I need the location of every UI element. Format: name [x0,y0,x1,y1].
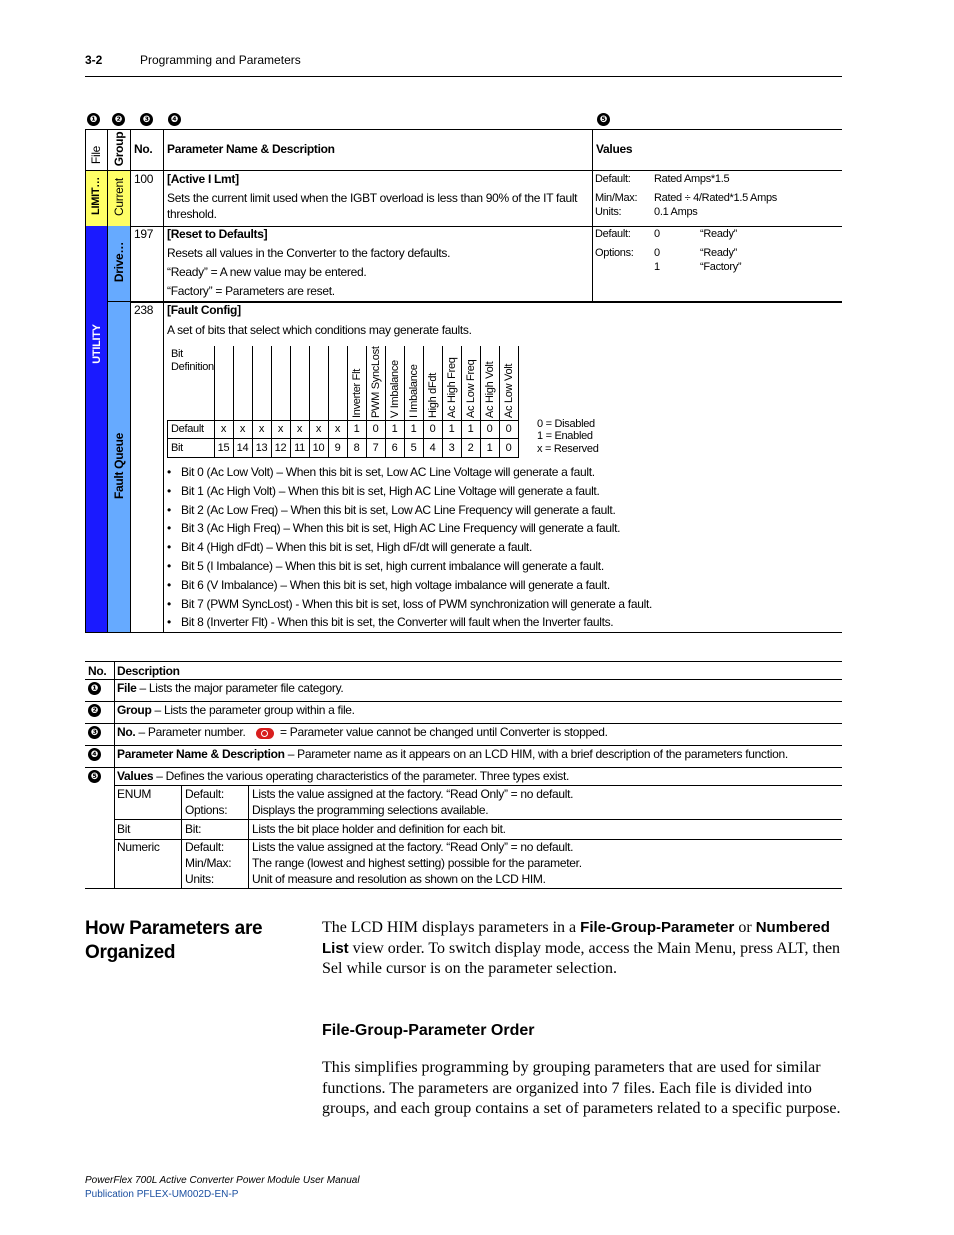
file-label-limit: LIMIT… [90,177,102,215]
bit-default-14: x [239,423,246,435]
bit-name-8: Inverter Flt [351,369,363,418]
bit-definition-label: Bit Definition [171,348,214,373]
legend-row-no: No. – Parameter number. [117,725,246,739]
bit-name-0: Ac Low Volt [503,363,515,418]
file-label-utility: UTILITY [91,324,103,364]
legend-row-values: Values – Defines the various operating characteristics of the parameter. Three types exist. [117,769,570,783]
param-197-opt2-num: 1 [654,261,660,273]
bit-number-11: 11 [294,442,305,454]
legend-col-desc: Description [117,664,180,678]
running-header-title: Programming and Parameters [140,53,301,67]
legend-callout-1: ❶ [88,682,101,695]
bit-number-13: 13 [255,442,268,454]
bit-name-4: High dFdt [427,373,439,418]
param-100-minmax-key: Min/Max: [595,192,638,204]
bit-default-2: 1 [467,423,474,435]
bit-number-8: 8 [353,442,360,454]
param-100-units-value: 0.1 Amps [654,206,698,218]
bit-bullet-item: • Bit 8 (Inverter Flt) - When this bit is set, the Converter will fault when the Inverter faults. [167,615,614,630]
bit-bullet-item: • Bit 4 (High dFdt) – When this bit is set, High dF/dt will generate a fault. [167,540,533,555]
section-paragraph-1: The LCD HIM displays parameters in a File-Group-Parameter or Numbered List view order. To switch display mode, access the Main Menu, press ALT, then Sel while cursor is on the parameter selection. [322,919,841,977]
bit-grid [167,346,519,458]
type-numeric-key-1: Min/Max: [185,856,232,870]
bit-default-4: 0 [429,423,436,435]
page-number: 3-2 [85,53,103,67]
legend-table [85,661,842,889]
bit-bullet-item: • Bit 7 (PWM SyncLost) - When this bit is set, loss of PWM synchronization will generate a fault. [167,596,653,611]
bit-default-8: 1 [353,423,360,435]
subsection-heading: File-Group-Parameter Order [322,1022,535,1039]
param-197-desc2: “Ready” = A new value may be entered. [167,265,367,279]
bit-number-15: 15 [217,442,230,454]
bit-default-10: x [315,423,322,435]
param-197-opt1-text: “Ready” [700,247,738,259]
bit-default-3: 1 [448,423,455,435]
param-197-default-num: 0 [654,228,660,240]
bit-bullet-item: • Bit 5 (I Imbalance) – When this bit is set, high current imbalance will generate a fault. [167,559,604,573]
section-paragraph-2: This simplifies programming by grouping parameters that are used for similar functions. The parameters are organized into 7 files. Each file is divided into groups, and each group contains a set of parameters related to a specific purpose. [322,1059,841,1117]
bit-legend-2: x = Reserved [537,443,599,455]
bit-number-10: 10 [312,442,325,454]
footer-publication-link[interactable]: Publication PFLEX-UM002D-EN-P [85,1189,239,1200]
callout-5: ❺ [597,113,610,126]
group-label-fault-queue: Fault Queue [112,432,126,500]
stop-icon [256,728,274,739]
param-100-desc2: threshold. [167,207,217,221]
group-label-drive: Drive… [112,241,126,283]
param-197-desc: Resets all values in the Converter to the factory defaults. [167,246,451,260]
bit-default-9: x [334,423,341,435]
bit-number-14: 14 [236,442,249,454]
type-numeric-key-2: Units: [185,872,214,886]
type-numeric-desc-0: Lists the value assigned at the factory. “Read Only” = no default. [252,840,574,854]
bit-default-7: 0 [372,423,379,435]
bit-default-12: x [277,423,284,435]
param-100-desc: Sets the current limit used when the IGBT overload is less than 90% of the IT fault [167,191,578,205]
type-enum-key-1: Options: [185,803,228,817]
bit-bullet-item: • Bit 1 (Ac High Volt) – When this bit is set, High AC Line Voltage will generate a fault. [167,483,600,498]
param-100-no: 100 [134,172,154,186]
type-enum-key-0: Default: [185,787,224,801]
bit-number-1: 1 [486,442,493,454]
type-bit: Bit [117,822,131,836]
param-197-desc3: “Factory” = Parameters are reset. [167,284,335,298]
bit-bullet-item: • Bit 3 (Ac High Freq) – When this bit is set, High AC Line Frequency will generate a fault. [167,521,621,536]
bit-bullet-item: • Bit 2 (Ac Low Freq) – When this bit is set, Low AC Line Frequency will generate a fault. [167,502,616,517]
header-rule [85,76,842,77]
legend-row-group: Group – Lists the parameter group within a file. [117,703,355,717]
section-heading: How Parameters are Organized [85,918,263,963]
param-197-options-key: Options: [595,247,634,259]
callout-1: ❶ [87,113,100,126]
legend-callout-5: ❺ [88,770,101,783]
group-label-current: Current [112,178,126,216]
col-group-header: Group [112,131,126,167]
bit-default-1: 0 [486,423,493,435]
param-238-desc: A set of bits that select which conditions may generate faults. [167,323,472,337]
bit-name-6: V Imbalance [389,360,401,418]
parameter-table [85,129,842,633]
type-enum: ENUM [117,787,152,801]
bit-legend-1: 1 = Enabled [537,430,593,442]
bit-number-12: 12 [274,442,287,454]
col-values-header: Values [596,142,633,156]
param-238-no: 238 [134,303,154,317]
bit-default-15: x [220,423,227,435]
bit-bullet-item: • Bit 6 (V Imbalance) – When this bit is set, high voltage imbalance will generate a fault. [167,577,610,592]
param-238-name: [Fault Config] [167,303,241,317]
bit-name-7: PWM SyncLost [370,346,382,418]
col-no-header: No. [134,142,153,156]
type-numeric-key-0: Default: [185,840,224,854]
type-bit-desc-0: Lists the bit place holder and definition for each bit. [252,822,506,836]
param-100-name: [Active I Lmt] [167,172,239,186]
bit-number-7: 7 [372,442,379,454]
bit-name-2: Ac Low Freq [465,359,477,418]
type-numeric-desc-1: The range (lowest and highest setting) possible for the parameter. [252,856,582,870]
callout-4: ❹ [168,113,181,126]
param-100-units-key: Units: [595,206,622,218]
type-enum-desc-1: Displays the programming selections available. [252,803,489,817]
bit-default-5: 1 [410,423,417,435]
footer-manual-title: PowerFlex 700L Active Converter Power Module User Manual [85,1175,360,1186]
file-cell-utility [85,226,107,633]
legend-row-file: File – Lists the major parameter file category. [117,681,344,695]
default-row-label: Default [171,423,204,435]
bit-default-13: x [258,423,265,435]
legend-col-no: No. [88,664,107,678]
type-enum-desc-0: Lists the value assigned at the factory. “Read Only” = no default. [252,787,574,801]
bit-number-0: 0 [505,442,512,454]
col-file-header: File [89,145,103,165]
bit-number-6: 6 [391,442,398,454]
param-100-default-value: Rated Amps*1.5 [654,173,730,185]
param-197-default-key: Default: [595,228,631,240]
bit-legend-0: 0 = Disabled [537,418,595,430]
bit-number-5: 5 [410,442,417,454]
col-name-header: Parameter Name & Description [167,142,335,156]
type-numeric-desc-2: Unit of measure and resolution as shown on the LCD HIM. [252,872,546,886]
bit-default-11: x [296,423,303,435]
type-bit-key-0: Bit: [185,822,202,836]
legend-row-name: Parameter Name & Description – Parameter name as it appears on an LCD HIM, with a brief description of the parameters function. [117,747,788,761]
param-197-opt1-num: 0 [654,247,660,259]
bit-row-label: Bit [171,442,183,454]
bit-bullet-item: • Bit 0 (Ac Low Volt) – When this bit is set, Low AC Line Voltage will generate a fault. [167,465,595,479]
callout-2: ❷ [112,113,125,126]
legend-callout-4: ❹ [88,748,101,761]
param-197-opt2-text: “Factory” [700,261,742,273]
bit-number-4: 4 [429,442,436,454]
bit-default-6: 1 [391,423,398,435]
param-197-name: [Reset to Defaults] [167,227,268,241]
type-numeric: Numeric [117,840,160,854]
bit-name-1: Ac High Volt [484,361,496,418]
bit-number-3: 3 [448,442,455,454]
legend-callout-3: ❸ [88,726,101,739]
bit-default-0: 0 [505,423,512,435]
bit-number-2: 2 [467,442,474,454]
legend-callout-2: ❷ [88,704,101,717]
param-197-default-text: “Ready” [700,228,738,240]
bit-name-5: I Imbalance [408,364,420,418]
param-197-no: 197 [134,227,154,241]
bit-number-9: 9 [334,442,341,454]
callout-3: ❸ [140,113,153,126]
param-100-minmax-value: Rated ÷ 4/Rated*1.5 Amps [654,192,777,204]
param-100-default-key: Default: [595,173,631,185]
legend-row-no-note: = Parameter value cannot be changed until Converter is stopped. [280,725,608,739]
bit-name-3: Ac High Freq [446,357,458,418]
